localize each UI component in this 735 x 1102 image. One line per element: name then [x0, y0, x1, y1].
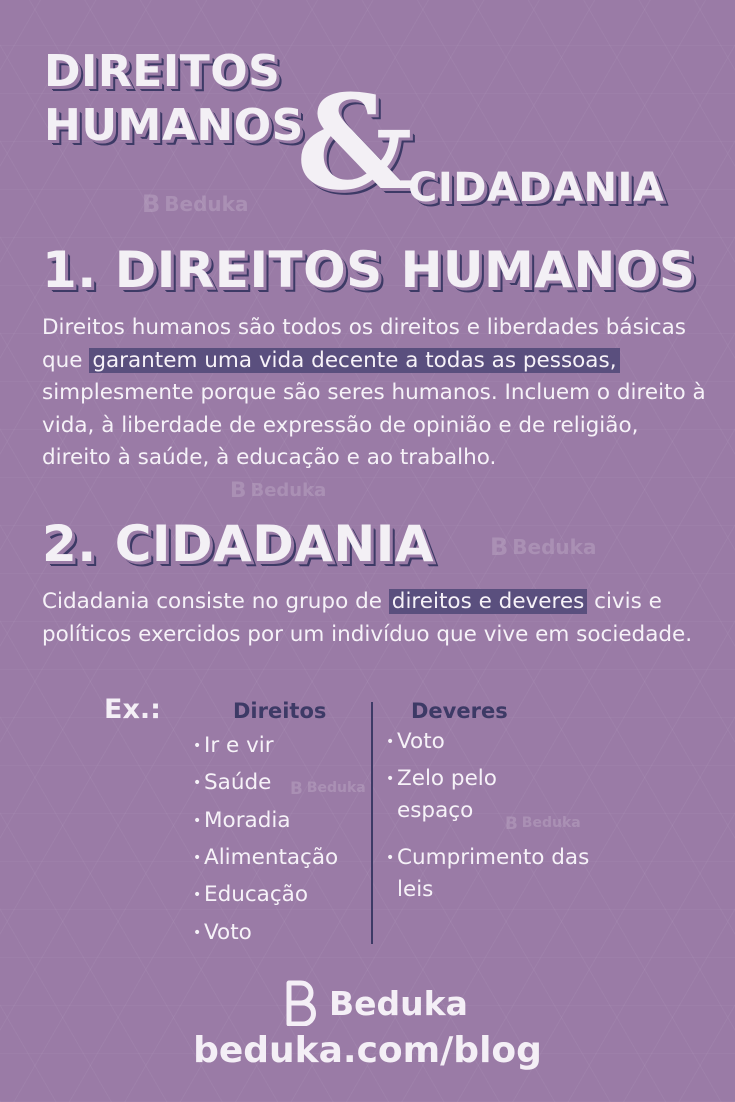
- title-line-humanos: HUMANOS: [44, 100, 304, 151]
- list-item: • Voto: [193, 917, 252, 949]
- highlighted-text: direitos e deveres: [389, 589, 588, 614]
- watermark: [290, 778, 366, 798]
- list-item: • Ir e vir: [193, 730, 274, 762]
- column-divider: [371, 702, 373, 944]
- list-item: • Educação: [193, 879, 308, 911]
- beduka-logo-icon: [283, 980, 319, 1026]
- beduka-logo-icon: B: [290, 778, 303, 798]
- watermark-text: Beduka: [521, 815, 581, 831]
- paragraph-text: simplesmente porque são seres humanos. Incluem o direito à vida, à liberdade de expressão de opinião e de religião, direito à saúde, à educação e ao trabalho.: [42, 380, 706, 470]
- watermark-text: Beduka: [164, 192, 249, 216]
- footer-url-link[interactable]: beduka.com/blog: [193, 1030, 542, 1071]
- list-item: • Zelo pelo espaço: [386, 763, 537, 827]
- deveres-heading: Deveres: [411, 699, 508, 723]
- bullet: •: [193, 925, 202, 941]
- list-item: • Cumprimento das leis: [386, 842, 597, 906]
- watermark-text: Beduka: [250, 480, 327, 501]
- direitos-heading: Direitos: [233, 699, 327, 723]
- examples-label: Ex.:: [104, 694, 161, 725]
- bullet: •: [193, 850, 202, 866]
- beduka-logo-icon: B: [142, 190, 161, 218]
- title-line-direitos: DIREITOS: [44, 46, 281, 97]
- watermark: [230, 478, 326, 503]
- paragraph-text: civis e políticos exercidos por um indivíduo que vive em sociedade.: [42, 589, 693, 647]
- watermark: [142, 190, 248, 218]
- section-title-direitos-humanos: 1. DIREITOS HUMANOS: [42, 241, 696, 299]
- bullet: •: [386, 734, 395, 750]
- title-line-cidadania: CIDADANIA: [408, 165, 665, 211]
- section-paragraph-direitos-humanos: [42, 312, 712, 475]
- watermark: [490, 533, 596, 561]
- highlighted-text: garantem uma vida decente a todas as pessoas,: [89, 348, 619, 373]
- paragraph-text: Direitos humanos são todos os direitos e liberdades básicas que: [42, 315, 686, 373]
- bullet: •: [386, 850, 395, 866]
- bullet: •: [193, 738, 202, 754]
- bullet: •: [193, 813, 202, 829]
- bullet: •: [193, 887, 202, 903]
- bullet: •: [386, 771, 395, 787]
- list-item: • Saúde: [193, 767, 271, 799]
- beduka-logo-icon: B: [490, 533, 509, 561]
- section-title-cidadania: 2. CIDADANIA: [42, 515, 435, 573]
- list-item: • Alimentação: [193, 842, 338, 874]
- bullet: •: [193, 775, 202, 791]
- watermark-text: Beduka: [512, 535, 597, 559]
- list-item: • Voto: [386, 726, 445, 758]
- footer-logo: [283, 980, 468, 1026]
- beduka-logo-icon: B: [505, 813, 518, 833]
- paragraph-text: Cidadania consiste no grupo de: [42, 589, 389, 614]
- beduka-logo-icon: B: [230, 478, 247, 503]
- watermark-text: Beduka: [306, 780, 366, 796]
- footer-brand-name: Beduka: [329, 983, 468, 1023]
- title-ampersand: &: [296, 66, 414, 219]
- section-paragraph-cidadania: [42, 586, 712, 651]
- list-item: • Moradia: [193, 805, 291, 837]
